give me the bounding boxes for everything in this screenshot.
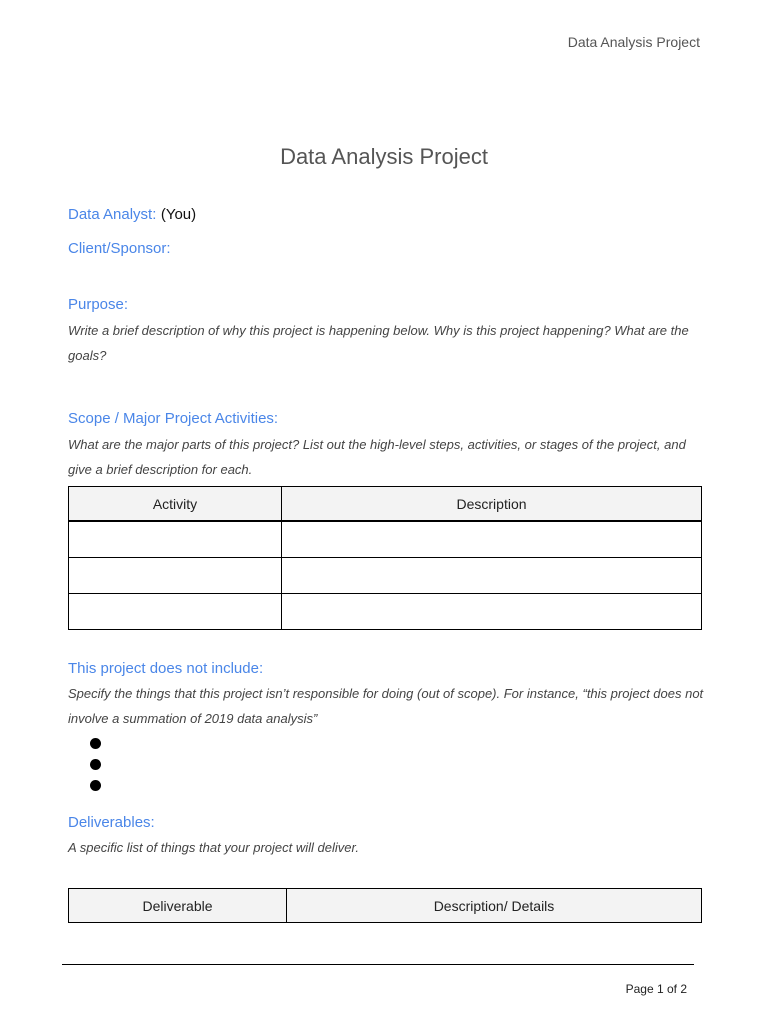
table-row: [69, 558, 702, 594]
activity-cell[interactable]: [69, 594, 282, 630]
description-cell[interactable]: [282, 521, 702, 558]
page-number: Page 1 of 2: [625, 982, 687, 996]
purpose-heading: Purpose:: [68, 296, 129, 313]
exclusions-instruction: Specify the things that this project isn’t responsible for doing (out of scope). For instance, “this project does not involve a summation of 2019 data analysis”: [68, 686, 704, 726]
deliverable-column-header: Deliverable: [69, 889, 287, 923]
description-cell[interactable]: [282, 558, 702, 594]
exclusions-bullet-list: [90, 738, 101, 801]
footer-divider: [62, 964, 694, 965]
activities-table: [68, 486, 702, 630]
data-analyst-value: (You): [160, 206, 197, 223]
scope-heading: Scope / Major Project Activities:: [68, 410, 279, 427]
description-cell[interactable]: [282, 594, 702, 630]
table-row: [69, 594, 702, 630]
activity-cell[interactable]: [69, 558, 282, 594]
scope-instruction: What are the major parts of this project? List out the high-level steps, activities, or stages of the project, and give a brief description for each.: [68, 437, 686, 477]
purpose-instruction: Write a brief description of why this project is happening below. Why is this project happening? What are the goals?: [68, 323, 689, 363]
running-header-title: Data Analysis Project: [567, 34, 700, 50]
table-row: [69, 521, 702, 558]
data-analyst-label: Data Analyst:: [68, 206, 157, 223]
document-title: Data Analysis Project: [280, 144, 488, 169]
activity-column-header: Activity: [69, 487, 282, 522]
bullet-point: [90, 780, 101, 791]
bullet-point: [90, 759, 101, 770]
deliverables-instruction: A specific list of things that your project will deliver.: [68, 840, 359, 855]
bullet-point: [90, 738, 101, 749]
deliverable-description-column-header: Description/ Details: [287, 889, 702, 923]
deliverables-table: [68, 888, 702, 923]
activity-cell[interactable]: [69, 521, 282, 558]
client-sponsor-label: Client/Sponsor:: [68, 240, 171, 257]
deliverables-heading: Deliverables:: [68, 814, 155, 831]
exclusions-heading: This project does not include:: [68, 660, 264, 677]
description-column-header: Description: [282, 487, 702, 522]
data-analyst-field: [68, 206, 196, 224]
